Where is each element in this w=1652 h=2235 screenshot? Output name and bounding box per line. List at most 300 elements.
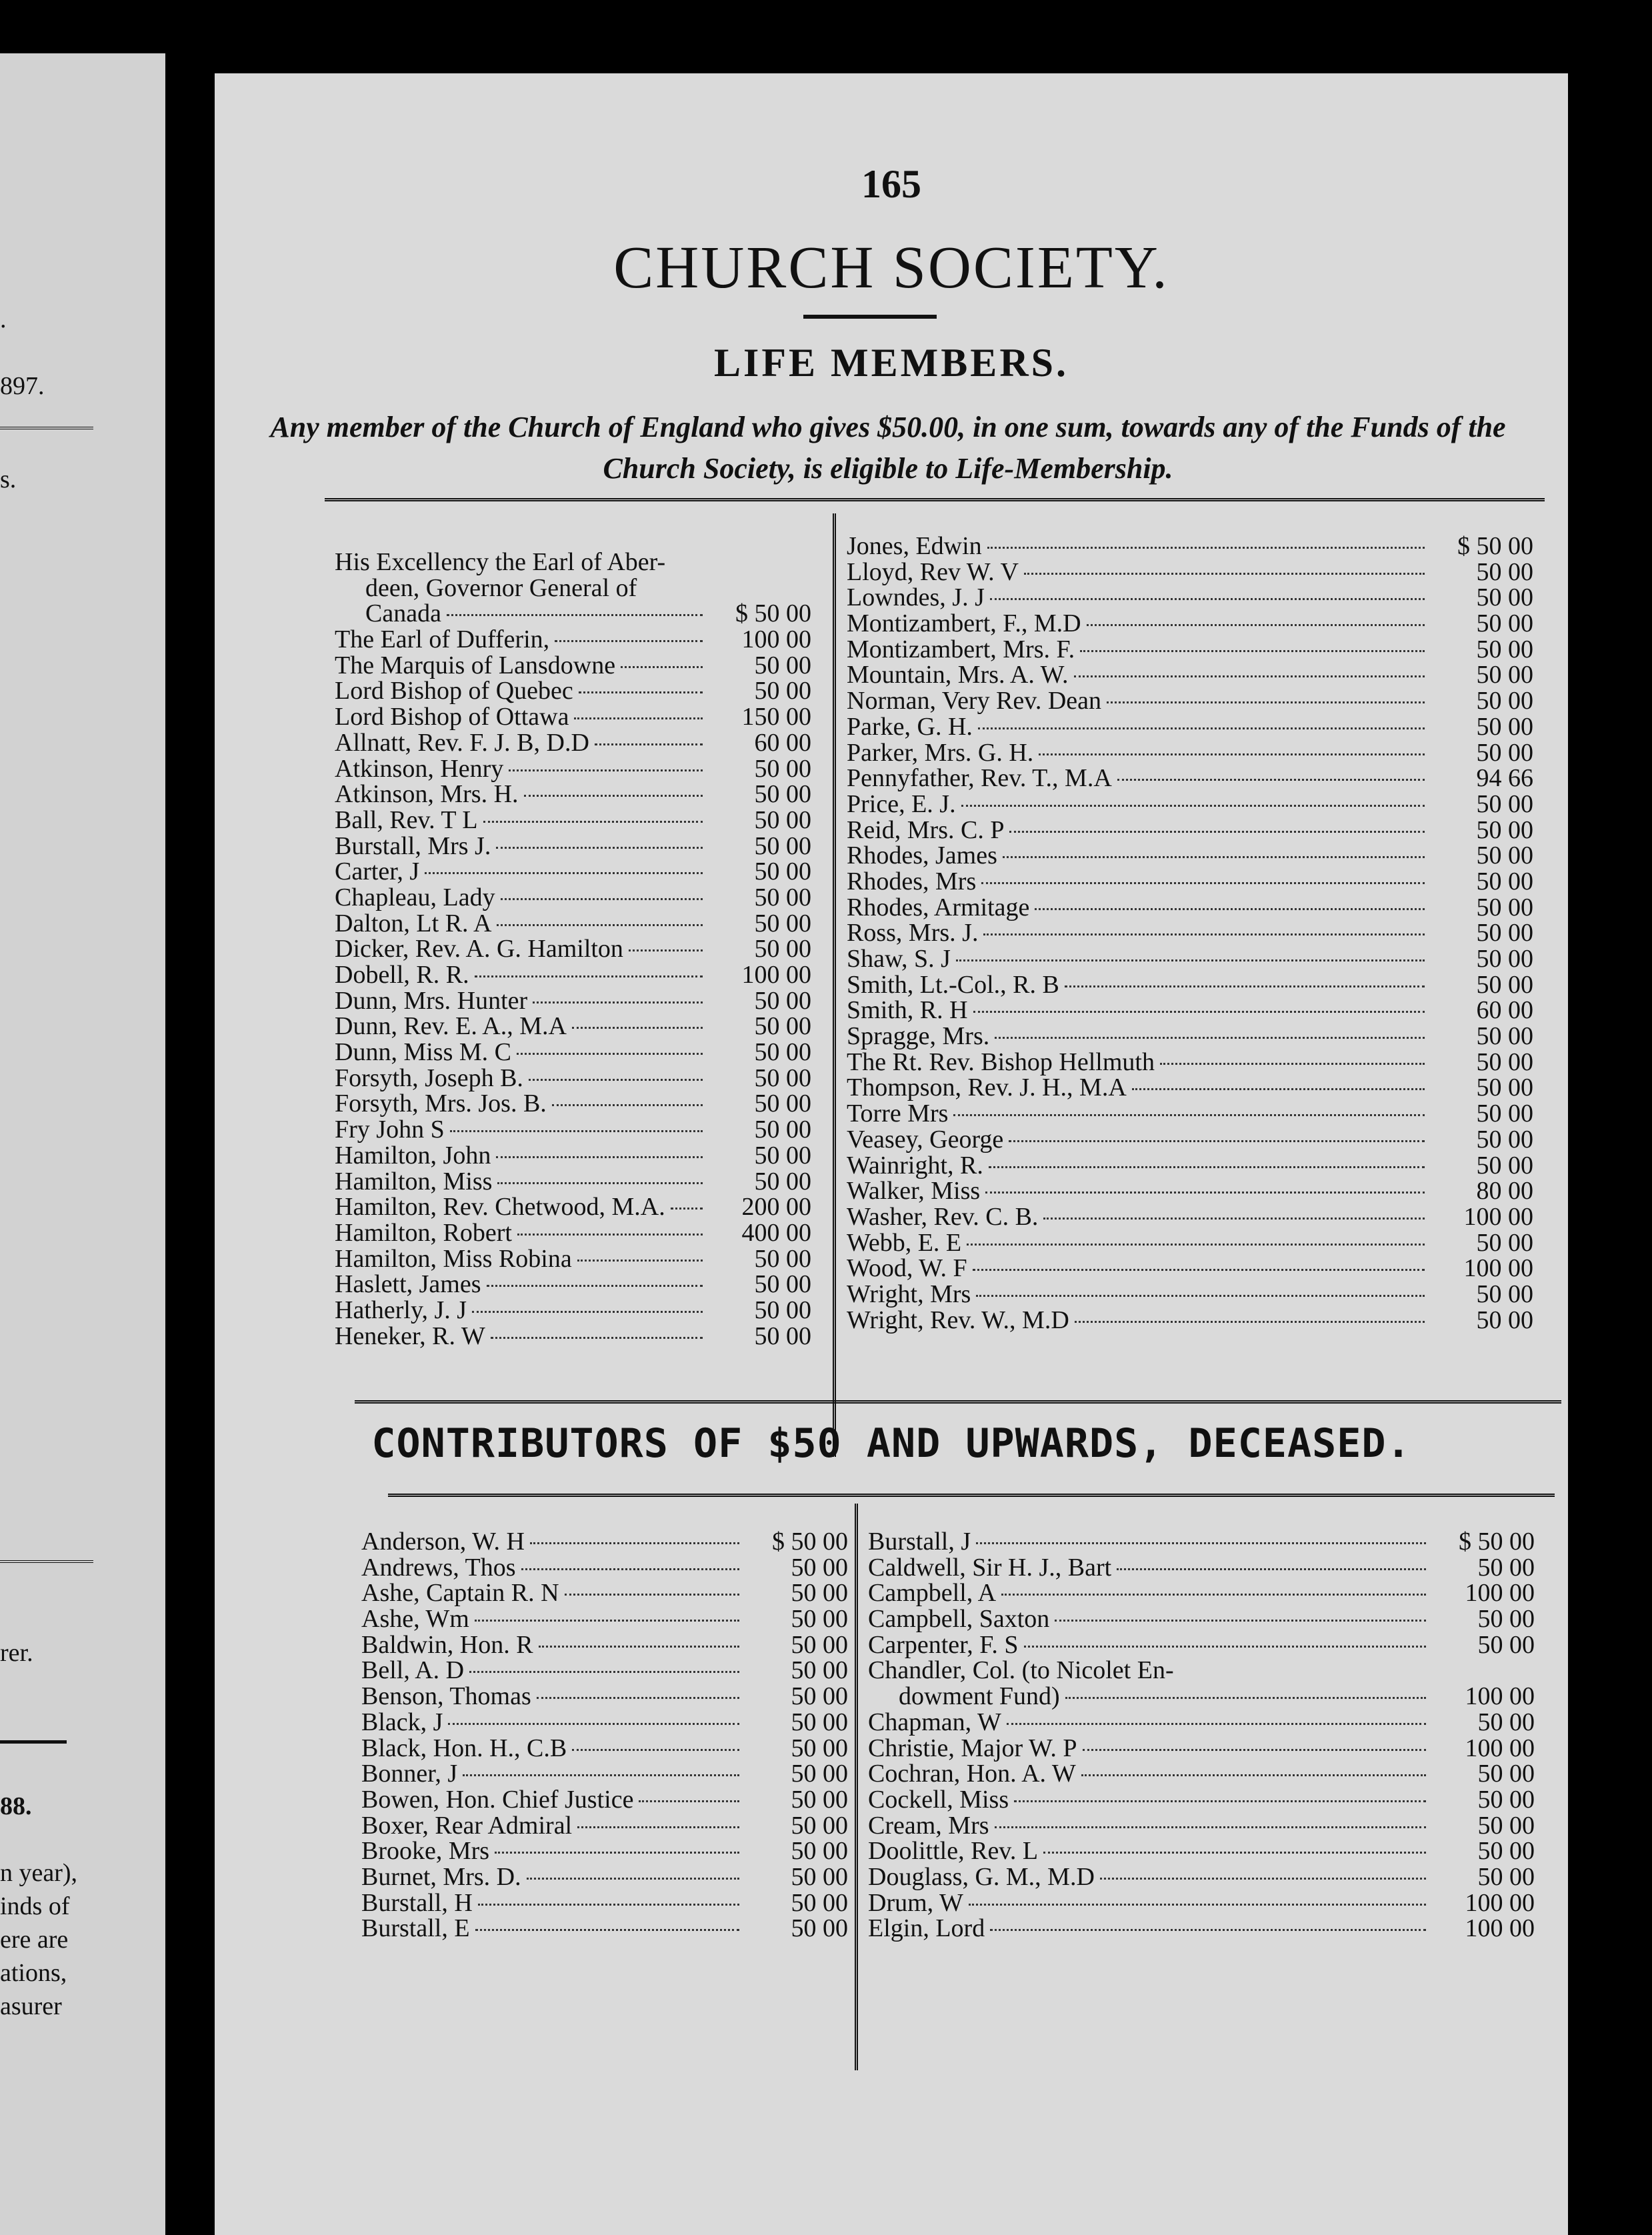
member-name: Torre Mrs <box>847 1099 949 1128</box>
dot-leader <box>496 847 703 849</box>
list-item <box>868 1838 1535 1864</box>
amount: 50 00 <box>1476 1228 1533 1257</box>
dot-leader <box>483 821 703 823</box>
amount: 200 00 <box>741 1193 811 1222</box>
member-name: Wright, Rev. W., M.D <box>847 1306 1069 1334</box>
list-item <box>361 1580 848 1606</box>
list-item <box>847 843 1533 869</box>
dot-leader <box>552 1104 703 1106</box>
list-item <box>847 1127 1533 1153</box>
divider <box>0 1560 93 1563</box>
fragment: 88. <box>0 1792 32 1820</box>
list-item <box>847 1075 1533 1101</box>
dot-leader <box>973 1269 1425 1271</box>
member-name: Baldwin, Hon. R <box>361 1630 533 1659</box>
list-item <box>361 1916 848 1942</box>
dot-leader <box>524 795 703 797</box>
member-name: Parke, G. H. <box>847 712 973 741</box>
member-name: Ashe, Captain R. N <box>361 1579 559 1608</box>
member-name: Rhodes, James <box>847 841 997 870</box>
amount: 50 00 <box>754 935 811 963</box>
member-name: Douglass, G. M., M.D <box>868 1862 1095 1891</box>
dot-leader <box>983 933 1425 935</box>
dot-leader <box>501 898 703 900</box>
member-name: Hamilton, Miss <box>335 1167 493 1196</box>
dot-leader <box>973 1011 1425 1013</box>
amount: 50 00 <box>754 1115 811 1144</box>
amount: 50 00 <box>1477 1760 1535 1788</box>
amount: 50 00 <box>1476 1073 1533 1102</box>
dot-leader <box>1024 1646 1426 1648</box>
member-name: Walker, Miss <box>847 1177 981 1206</box>
amount: 100 00 <box>1465 1914 1535 1943</box>
list-item <box>868 1529 1535 1555</box>
amount: 50 00 <box>754 1012 811 1041</box>
amount: 50 00 <box>1476 893 1533 921</box>
list-item <box>335 988 811 1014</box>
dot-leader <box>1107 701 1425 703</box>
amount: 50 00 <box>754 1089 811 1118</box>
amount: 50 00 <box>1477 1811 1535 1840</box>
member-name: Boxer, Rear Admiral <box>361 1811 573 1840</box>
list-item <box>361 1710 848 1736</box>
dot-leader <box>976 1295 1425 1297</box>
amount: 50 00 <box>754 651 811 679</box>
member-name: Hamilton, Miss Robina <box>335 1244 572 1273</box>
member-name: Lowndes, J. J <box>847 583 985 612</box>
list-item <box>868 1761 1535 1787</box>
dot-leader <box>1035 908 1425 910</box>
member-name: Wood, W. F <box>847 1254 967 1283</box>
member-name: Washer, Rev. C. B. <box>847 1202 1039 1231</box>
amount: 50 00 <box>791 1605 848 1634</box>
dot-leader <box>491 1337 703 1339</box>
member-name: Webb, E. E <box>847 1228 962 1257</box>
list-item <box>361 1838 848 1864</box>
amount: 50 00 <box>1476 1099 1533 1128</box>
page-number: 165 <box>861 162 921 206</box>
member-name: Smith, R. H <box>847 996 968 1025</box>
member-name: Parker, Mrs. G. H. <box>847 738 1034 767</box>
amount: 50 00 <box>1476 661 1533 689</box>
dot-leader <box>1007 1723 1426 1725</box>
list-item <box>847 1308 1533 1334</box>
member-name: Brooke, Mrs <box>361 1837 490 1866</box>
list-item <box>335 781 811 807</box>
amount: 50 00 <box>1477 1837 1535 1866</box>
section-rule <box>388 1494 1555 1497</box>
dot-leader <box>527 1878 739 1880</box>
member-name: Ross, Mrs. J. <box>847 919 979 947</box>
list-item <box>335 1194 811 1220</box>
list-item <box>335 1091 811 1117</box>
dot-leader <box>533 1001 703 1003</box>
amount: 50 00 <box>1476 867 1533 895</box>
dot-leader <box>990 598 1425 600</box>
member-name: Reid, Mrs. C. P <box>847 815 1005 844</box>
list-item <box>847 869 1533 895</box>
amount: 50 00 <box>1477 1605 1535 1634</box>
list-item <box>335 1298 811 1324</box>
member-name: Dunn, Mrs. Hunter <box>335 986 528 1015</box>
member-name: His Excellency the Earl of Aber- <box>335 548 666 576</box>
amount: 100 00 <box>741 625 811 654</box>
amount: 50 00 <box>1477 1708 1535 1736</box>
list-item <box>868 1580 1535 1606</box>
member-name: Wainright, R. <box>847 1151 983 1180</box>
amount: 50 00 <box>1476 1306 1533 1334</box>
list-item <box>335 807 811 833</box>
member-name: Dicker, Rev. A. G. Hamilton <box>335 935 623 963</box>
dot-leader <box>448 1723 739 1725</box>
member-name: Hatherly, J. J <box>335 1296 467 1324</box>
list-item <box>847 895 1533 921</box>
member-name: dowment Fund) <box>899 1682 1060 1711</box>
list-item <box>847 1023 1533 1049</box>
amount: 50 00 <box>791 1811 848 1840</box>
amount: $ 50 00 <box>1459 1528 1535 1556</box>
dot-leader <box>539 1646 739 1648</box>
dot-leader <box>1014 1800 1426 1802</box>
member-name: Christie, Major W. P <box>868 1734 1077 1762</box>
amount: 50 00 <box>1476 609 1533 638</box>
member-name: Spragge, Mrs. <box>847 1022 990 1051</box>
list-item <box>847 817 1533 843</box>
amount: 50 00 <box>1476 1022 1533 1051</box>
list-item <box>335 678 811 704</box>
amount: 100 00 <box>1465 1682 1535 1711</box>
list-item <box>335 1117 811 1143</box>
dot-leader <box>577 1260 703 1262</box>
list-item <box>868 1736 1535 1762</box>
list-item <box>868 1710 1535 1736</box>
amount: 50 00 <box>1476 738 1533 767</box>
amount: 50 00 <box>754 909 811 937</box>
title-rule <box>803 315 937 319</box>
member-name: Atkinson, Henry <box>335 754 504 783</box>
list-item <box>868 1555 1535 1581</box>
member-name: Lord Bishop of Quebec <box>335 677 573 705</box>
dot-leader <box>995 1826 1426 1828</box>
list-item <box>361 1632 848 1658</box>
dot-leader <box>517 1234 703 1236</box>
dot-leader <box>1075 1321 1425 1323</box>
dot-leader <box>1001 1594 1426 1596</box>
amount: 50 00 <box>754 805 811 834</box>
list-item <box>335 962 811 988</box>
dot-leader <box>565 1594 739 1596</box>
amount: 50 00 <box>791 1785 848 1814</box>
amount: 50 00 <box>754 1141 811 1170</box>
divider <box>0 1740 67 1744</box>
list-item <box>335 1013 811 1039</box>
member-name: Campbell, Saxton <box>868 1605 1050 1634</box>
member-name: Dalton, Lt R. A <box>335 909 492 937</box>
list-item <box>361 1529 848 1555</box>
dot-leader <box>978 727 1425 729</box>
amount: 50 00 <box>754 677 811 705</box>
dot-leader <box>1087 624 1425 626</box>
dot-leader <box>521 1568 739 1570</box>
list-item <box>335 653 811 679</box>
member-name: Bonner, J <box>361 1760 458 1788</box>
list-item <box>847 559 1533 585</box>
amount: 50 00 <box>791 1553 848 1582</box>
dot-leader <box>572 1027 703 1029</box>
member-name: Thompson, Rev. J. H., M.A <box>847 1073 1127 1102</box>
list-item <box>847 765 1533 791</box>
dot-leader <box>472 1311 703 1313</box>
dot-leader <box>487 1285 703 1287</box>
dot-leader <box>990 1929 1426 1931</box>
fragment: ere are <box>0 1926 69 1954</box>
list-item <box>335 704 811 730</box>
list-item <box>847 533 1533 559</box>
member-name: Benson, Thomas <box>361 1682 531 1711</box>
dot-leader <box>555 640 703 642</box>
amount: 50 00 <box>791 1734 848 1762</box>
amount: 50 00 <box>754 831 811 860</box>
dot-leader <box>1117 779 1425 781</box>
dot-leader <box>579 691 703 693</box>
member-name: Bell, A. D <box>361 1656 465 1685</box>
dot-leader <box>1081 1774 1426 1776</box>
list-item <box>868 1606 1535 1632</box>
amount: 50 00 <box>791 1914 848 1943</box>
amount: 50 00 <box>754 1038 811 1067</box>
amount: 100 00 <box>1463 1254 1533 1283</box>
member-name: The Marquis of Lansdowne <box>335 651 616 679</box>
member-name: Jones, Edwin <box>847 532 982 560</box>
dot-leader <box>537 1697 739 1699</box>
amount: 50 00 <box>1476 635 1533 663</box>
member-name: Rhodes, Mrs <box>847 867 977 895</box>
dot-leader <box>1009 831 1425 833</box>
amount: 50 00 <box>791 1837 848 1866</box>
member-name: Dunn, Rev. E. A., M.A <box>335 1012 567 1041</box>
dot-leader <box>981 882 1425 884</box>
amount: 50 00 <box>754 1063 811 1092</box>
list-item <box>847 1101 1533 1127</box>
member-name: Price, E. J. <box>847 789 956 818</box>
list-item <box>335 1246 811 1272</box>
amount: 100 00 <box>1465 1734 1535 1762</box>
amount: $ 50 00 <box>735 599 811 628</box>
list-item <box>868 1658 1535 1684</box>
list-item <box>335 936 811 962</box>
list-item <box>335 1039 811 1065</box>
member-name: Forsyth, Joseph B. <box>335 1063 523 1092</box>
list-item <box>335 549 811 575</box>
list-item <box>335 575 811 601</box>
amount: 50 00 <box>791 1760 848 1788</box>
amount: 400 00 <box>741 1218 811 1247</box>
amount: 50 00 <box>754 1296 811 1324</box>
dot-leader <box>572 1749 739 1751</box>
amount: 50 00 <box>1476 970 1533 999</box>
member-name: Ashe, Wm <box>361 1605 469 1634</box>
dot-leader <box>985 1192 1425 1194</box>
dot-leader <box>1055 1620 1426 1622</box>
dot-leader <box>450 1130 703 1132</box>
dot-leader <box>621 666 703 668</box>
list-item <box>335 1143 811 1169</box>
list-item <box>847 997 1533 1023</box>
member-name: Dunn, Miss M. C <box>335 1038 511 1067</box>
member-name: Chapleau, Lady <box>335 883 495 911</box>
fragment: s. <box>0 465 17 493</box>
member-name: deen, Governor General of <box>365 573 637 602</box>
member-name: Elgin, Lord <box>868 1914 985 1943</box>
document-page <box>215 73 1568 2235</box>
member-name: Wright, Mrs <box>847 1280 971 1308</box>
member-name: Cockell, Miss <box>868 1785 1009 1814</box>
dot-leader <box>574 717 703 719</box>
amount: 50 00 <box>1476 1125 1533 1154</box>
list-item <box>335 859 811 885</box>
dot-leader <box>1003 856 1425 858</box>
member-name: Forsyth, Mrs. Jos. B. <box>335 1089 547 1118</box>
section-rule <box>355 1400 1561 1404</box>
list-item <box>361 1813 848 1839</box>
list-item <box>868 1787 1535 1813</box>
member-name: Pennyfather, Rev. T., M.A <box>847 764 1112 793</box>
dot-leader <box>497 1182 703 1184</box>
dot-leader <box>475 975 703 977</box>
amount: 50 00 <box>791 1656 848 1685</box>
member-name: Carpenter, F. S <box>868 1630 1019 1659</box>
member-name: Ball, Rev. T L <box>335 805 478 834</box>
list-item <box>335 911 811 937</box>
dot-leader <box>989 1166 1425 1168</box>
amount: 94 66 <box>1476 764 1533 793</box>
list-item <box>361 1736 848 1762</box>
member-name: Burstall, Mrs J. <box>335 831 491 860</box>
member-name: Hamilton, Rev. Chetwood, M.A. <box>335 1193 665 1222</box>
fragment: inds of <box>0 1892 70 1920</box>
amount: 50 00 <box>1477 1785 1535 1814</box>
amount: 50 00 <box>1476 815 1533 844</box>
amount: 50 00 <box>754 1270 811 1299</box>
dot-leader <box>639 1800 739 1802</box>
member-name: Hamilton, Robert <box>335 1218 512 1247</box>
amount: 50 00 <box>754 1167 811 1196</box>
list-item <box>847 637 1533 663</box>
member-name: Black, J <box>361 1708 443 1736</box>
list-item <box>335 833 811 859</box>
member-name: The Rt. Rev. Bishop Hellmuth <box>847 1047 1155 1076</box>
list-item <box>868 1890 1535 1916</box>
dot-leader <box>1160 1063 1425 1065</box>
section-rule <box>325 498 1545 501</box>
dot-leader <box>1043 1218 1425 1220</box>
dot-leader <box>530 1542 739 1544</box>
list-item <box>335 1272 811 1298</box>
amount: 60 00 <box>754 728 811 757</box>
member-name: Burstall, H <box>361 1888 473 1917</box>
list-item <box>335 1220 811 1246</box>
amount: 50 00 <box>791 1579 848 1608</box>
dot-leader <box>517 1053 703 1055</box>
dot-leader <box>475 1929 739 1931</box>
intro-note: Any member of the Church of England who gives $50.00, in one sum, towards any of the Funds of the Church Society, is eligible to Life-Membership. <box>270 411 1506 485</box>
amount: 50 00 <box>791 1630 848 1659</box>
dot-leader <box>497 924 703 926</box>
member-name: Rhodes, Armitage <box>847 893 1030 921</box>
dot-leader <box>1083 1749 1426 1751</box>
column-divider <box>833 513 836 1457</box>
dot-leader <box>478 1904 739 1906</box>
dot-leader <box>577 1826 739 1828</box>
fragment: asurer <box>0 1992 62 2020</box>
dot-leader <box>961 805 1425 807</box>
previous-page-strip <box>0 53 165 2235</box>
member-name: Montizambert, F., M.D <box>847 609 1081 638</box>
amount: 50 00 <box>754 780 811 809</box>
member-name: Burnet, Mrs. D. <box>361 1862 521 1891</box>
list-item <box>361 1555 848 1581</box>
column-divider <box>855 1504 858 2070</box>
dot-leader <box>1065 985 1425 987</box>
dot-leader <box>495 1852 739 1854</box>
amount: 100 00 <box>1465 1579 1535 1608</box>
dot-leader <box>469 1671 739 1673</box>
list-item <box>868 1916 1535 1942</box>
amount: 50 00 <box>1477 1553 1535 1582</box>
section-heading-life-members: LIFE MEMBERS. <box>713 341 1069 385</box>
list-item <box>361 1864 848 1890</box>
list-item <box>361 1890 848 1916</box>
dot-leader <box>1074 675 1425 677</box>
member-name: Hamilton, John <box>335 1141 491 1170</box>
amount: 50 00 <box>791 1888 848 1917</box>
amount: 150 00 <box>741 703 811 731</box>
list-item <box>361 1684 848 1710</box>
list-item <box>361 1787 848 1813</box>
fragment: 897. <box>0 372 45 400</box>
amount: 60 00 <box>1476 996 1533 1025</box>
life-members-left-column <box>335 549 811 1349</box>
deceased-right-column <box>868 1529 1535 1942</box>
dot-leader <box>1009 1140 1425 1142</box>
amount: 50 00 <box>1477 1630 1535 1659</box>
member-name: Atkinson, Mrs. H. <box>335 780 519 809</box>
fragment: . <box>0 305 7 333</box>
dot-leader <box>969 1904 1426 1906</box>
list-item <box>847 791 1533 817</box>
amount: $ 50 00 <box>1457 532 1533 560</box>
list-item <box>361 1761 848 1787</box>
amount: 100 00 <box>1463 1202 1533 1231</box>
member-name: Chapman, W <box>868 1708 1001 1736</box>
list-item <box>335 1169 811 1195</box>
dot-leader <box>1132 1088 1425 1090</box>
member-name: Lord Bishop of Ottawa <box>335 703 569 731</box>
amount: 50 00 <box>1476 712 1533 741</box>
dot-leader <box>1117 1568 1426 1570</box>
dot-leader <box>995 1037 1425 1039</box>
dot-leader <box>987 547 1425 549</box>
list-item <box>847 946 1533 972</box>
list-item <box>847 972 1533 998</box>
list-item <box>868 1632 1535 1658</box>
list-item <box>847 1256 1533 1282</box>
section-heading-deceased: CONTRIBUTORS OF $50 AND UPWARDS, DECEASED. <box>371 1420 1411 1467</box>
dot-leader <box>529 1079 703 1081</box>
list-item <box>868 1864 1535 1890</box>
member-name: Andrews, Thos <box>361 1553 516 1582</box>
list-item <box>847 688 1533 714</box>
